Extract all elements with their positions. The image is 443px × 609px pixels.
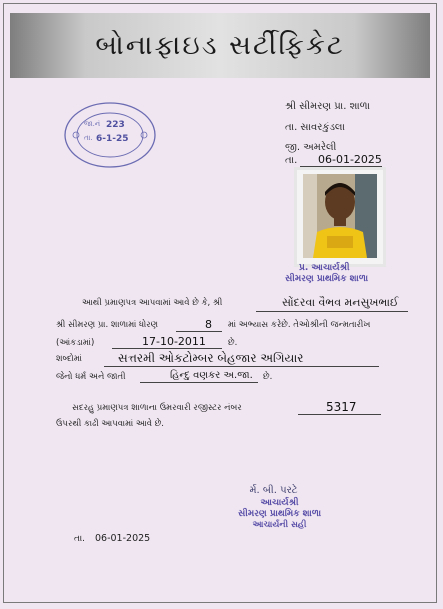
dob-numeric: 17-10-2011 [142, 335, 206, 348]
header-date-value: 06-01-2025 [318, 153, 382, 166]
taluka: તા. સાવરકુંડલા [285, 122, 345, 133]
footer-date-label: તા. [74, 534, 86, 544]
standard-value: 8 [205, 318, 212, 331]
body-line5-suffix: છે. [263, 372, 273, 382]
stamp-number: 223 [106, 120, 125, 130]
register-number: 5317 [326, 400, 357, 414]
principal-photo-stamp [285, 263, 368, 285]
svg-text:જા.નં: જા.નં [84, 120, 101, 128]
sign-stamp-line1: આચાર્યશ્રી [260, 498, 299, 508]
student-name-underline [256, 311, 408, 312]
religion-caste: હિન્દુ વણકર અ.જા. [170, 370, 253, 381]
student-photo-frame [297, 170, 383, 264]
religion-caste-underline [140, 382, 258, 383]
stamp-date: 6-1-25 [96, 134, 129, 144]
body-line2-prefix: શ્રી સીમરણ પ્રા. શાળામાં ધોરણ [56, 320, 159, 330]
standard-underline [176, 331, 222, 332]
body-line2-suffix: માં અભ્યાસ કરેછે. તેઓશ્રીની જન્મતારીખ [228, 320, 371, 330]
principal-signature-stamp [238, 485, 321, 531]
footer-date-value: 06-01-2025 [95, 533, 151, 544]
dob-words: સત્તરમી ઓકટોમ્બર બેહજાર અગિયાર [118, 351, 304, 365]
title-banner [10, 13, 430, 78]
dob-words-underline [104, 366, 379, 367]
photo-stamp-line1: પ્ર. આચાર્યશ્રી [299, 263, 350, 273]
body-line4-prefix: શબ્દોમાં [56, 354, 82, 364]
dob-numeric-underline [112, 348, 222, 349]
district: જી. અમરેલી [285, 142, 337, 153]
body-line3-prefix: (આંકડામાં) [56, 338, 95, 348]
svg-text:તા.: તા. [84, 134, 93, 142]
body-line5-prefix: જેનો ધર્મ અને જાતી [56, 372, 126, 382]
certificate-title: બોનાફાઇડ સર્ટીફિકેટ [95, 29, 345, 61]
register-number-underline [298, 414, 381, 415]
sign-stamp-line3: આચાર્યની સહી [252, 520, 307, 530]
school-name: શ્રી સીમરણ પ્રા. શાળા [285, 101, 370, 112]
student-photo [303, 174, 377, 258]
round-school-stamp [62, 100, 158, 170]
body-line1-prefix: આથી પ્રમાણપત્ર આપવામાં આવે છે કે, શ્રી [82, 298, 223, 308]
sign-stamp-line2: સીમરણ પ્રાથમિક શાળા [238, 509, 322, 519]
student-name: સોંદરવા વૈભવ મનસુખભાઈ [282, 296, 399, 309]
header-date-label: તા. [285, 155, 298, 166]
body-line6-prefix: સદરહુ પ્રમાણપત્ર શાળાના ઉમરવારી રજીસ્ટર નંબર [72, 403, 242, 413]
body-line7: ઉપરથી કાઢી આપવામાં આવે છે. [56, 419, 165, 429]
header-date-underline [300, 166, 382, 167]
photo-stamp-line2: સીમરણ પ્રાથમિક શાળા [285, 274, 369, 284]
body-line3-suffix: છે. [228, 338, 238, 348]
principal-signature: ર્મ. બી. પરટે [249, 485, 298, 496]
